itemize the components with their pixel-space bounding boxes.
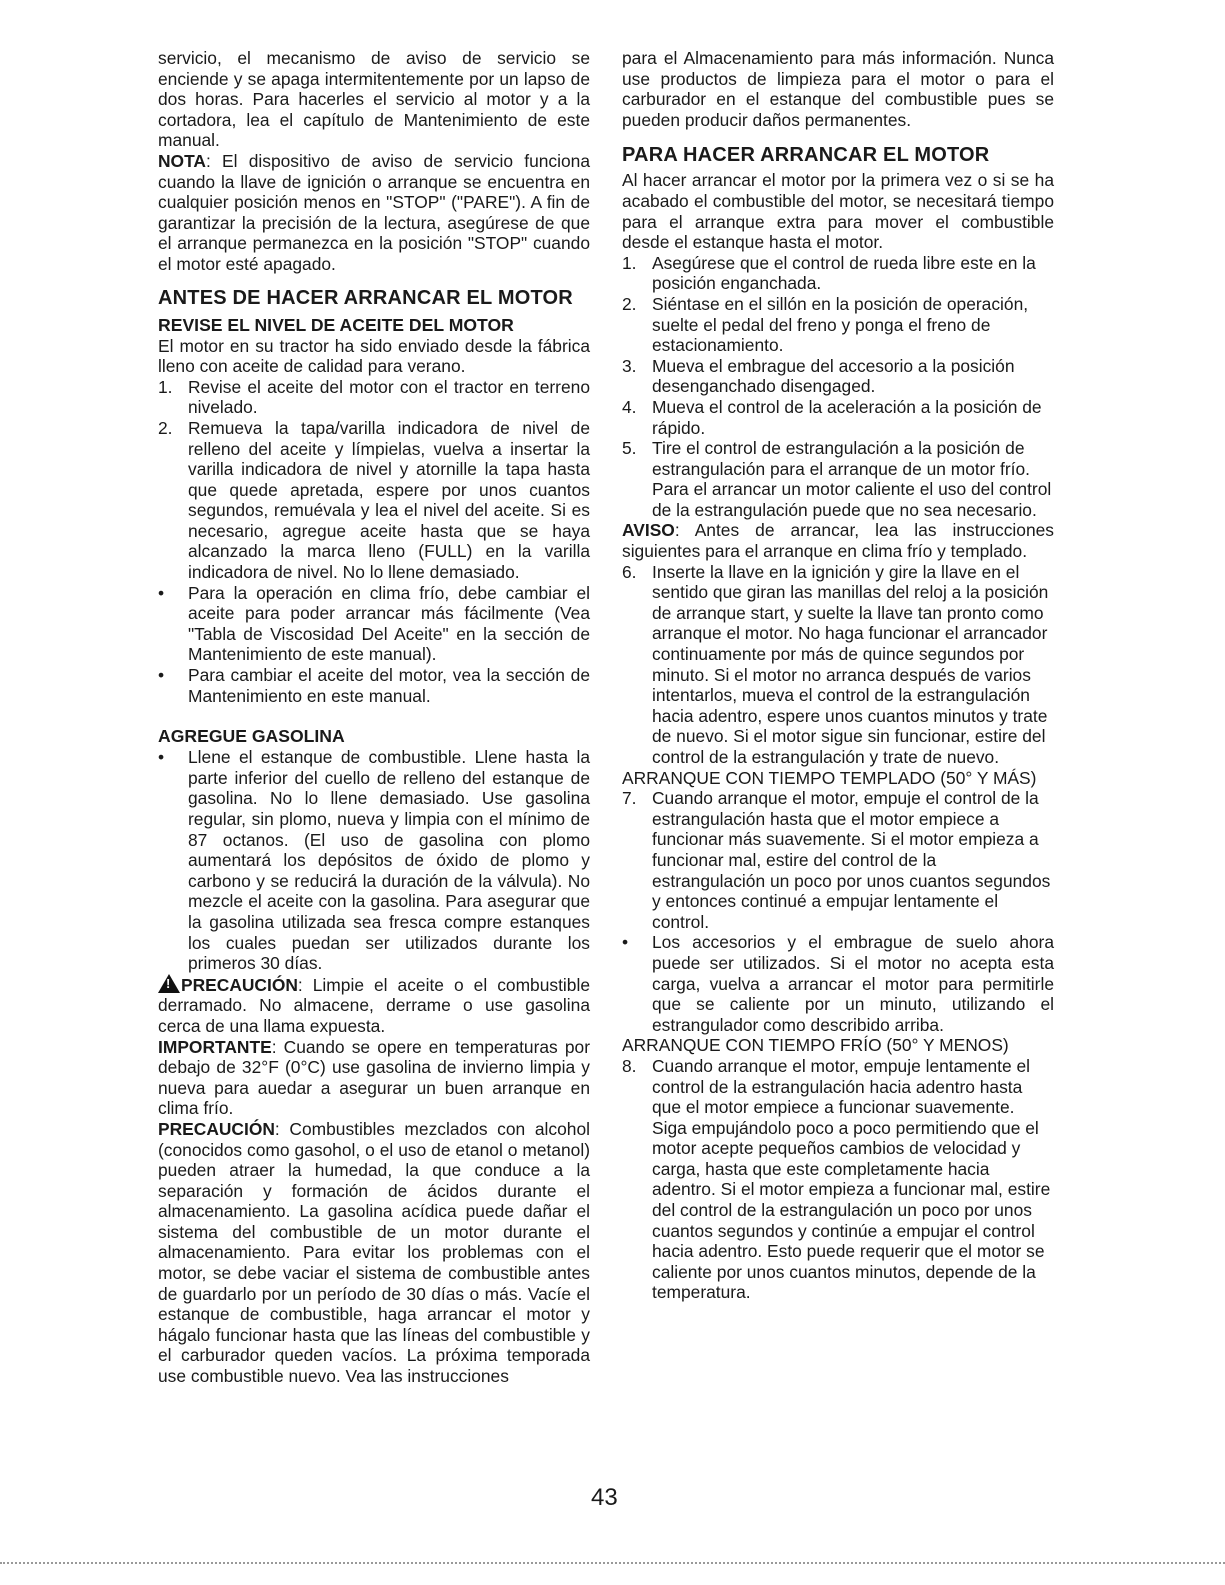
bottom-divider (0, 1562, 1225, 1564)
item-number: 6. (622, 561, 637, 582)
item-text: Cuando arranque el motor, empuje lentamente el control de la estrangulación hacia adentro hasta que el motor empiece a funcionar suavemente. Siga empujándolo poco a poco permitiendo que el motor acepte pequeños cambios de velocidad y carga, hasta que este completamente hacia adentro. Si el motor empieza a funcionar mal, estire del control de la estrangulación un poco por unos cuantos segundos y continúe a empujar el control hacia adentro. Esto puede requerir que el motor se caliente por unos cuantos minutos, depende de la temperatura. (652, 1055, 1051, 1303)
item-text: Revise el aceite del motor con el tractor en terreno nivelado. (188, 376, 590, 418)
item-number: 1. (158, 376, 173, 397)
item-number: 3. (622, 355, 637, 376)
list-item (158, 583, 590, 665)
caution-alcohol-paragraph (158, 1119, 590, 1387)
important-text: : Cuando se opere en temperaturas por debajo de 32°F (0°C) use gasolina de invierno limpia y nueva para auedar a asegurar un buen arranque en clima frío. (158, 1036, 590, 1119)
item-text: Los accesorios y el embrague de suelo ahora puede ser utilizados. Si el motor no acepta esta carga, vuelva a arrancar el motor para permitirle que se caliente por un minuto, utilizando el estrangulador como describido arriba. (652, 932, 1054, 1035)
nota-text: : El dispositivo de aviso de servicio funciona cuando la llave de ignición o arranque se encuentra en cualquier posición menos en "STOP" ("PARE"). A fin de garantizar la precisión de la lectura, asegúrese de que el arranque permanezca en la posición "STOP" cuando el motor esté apagado. (158, 150, 590, 274)
service-paragraph: servicio, el mecanismo de aviso de servicio se enciende y se apaga intermitentemente por un lapso de dos horas. Para hacerles el servicio al motor y a la cortadora, lea el capítulo de Mantenimiento de este manual. (158, 48, 590, 151)
list-item (158, 747, 590, 974)
notice-text: : Antes de arrancar, lea las instrucciones siguientes para el arranque en clima frío y templado. (622, 520, 1054, 562)
item-number: 1. (622, 252, 637, 273)
item-number: 2. (158, 417, 173, 438)
item-number: 4. (622, 396, 637, 417)
item-text: Llene el estanque de combustible. Llene hasta la parte inferior del cuello de relleno del estanque de gasolina. No lo llene demasiado. Use gasolina regular, sin plomo, nueva y limpia con el mínimo de 87 octanos. (El uso de gasolina con plomo aumentará los depósitos de óxido de plomo y carbono y se reducirá la duración de la válvula). No mezcle el aceite con la gasolina. Para asegurar que la gasolina utilizada sea fresca compre estanques los cuales puedan ser utilizados durante los primeros 30 días. (188, 747, 590, 974)
left-column (158, 48, 590, 1387)
list-item (622, 253, 1054, 294)
item-bullet: • (158, 747, 165, 768)
list-item (622, 397, 1054, 438)
list-item (622, 1056, 1054, 1303)
item-text: Para la operación en clima frío, debe cambiar el aceite para poder arrancar más fácilmente (Vea "Tabla de Viscosidad Del Aceite" en la sección de Mantenimiento de este manual). (188, 582, 590, 665)
list-item (622, 788, 1054, 932)
item-bullet: • (622, 932, 629, 953)
caution-label: PRECAUCIÓN (158, 1118, 275, 1139)
list-item (158, 665, 590, 706)
item-text: Asegúrese que el control de rueda libre este en la posición enganchada. (652, 252, 1036, 294)
list-item (622, 356, 1054, 397)
list-item (622, 438, 1054, 520)
list-item (158, 377, 590, 418)
caution-text: : Limpie el aceite o el combustible derramado. No almacene, derrame o use gasolina cerca de una llama expuesta. (158, 974, 590, 1036)
item-bullet: • (158, 582, 165, 603)
item-number: 7. (622, 788, 637, 809)
item-number: 8. (622, 1055, 637, 1076)
heading-check-oil: REVISE EL NIVEL DE ACEITE DEL MOTOR (158, 314, 514, 335)
item-text: Para cambiar el aceite del motor, vea la sección de Mantenimiento en este manual. (188, 665, 590, 706)
caution-text: : Combustibles mezclados con alcohol (conocidos como gasohol, o el uso de etanol o metanol) pueden atraer la humedad, la que conduce a la separación y formación de ácidos durante el almacenamiento. La gasolina acídica puede dañar el sistema del combustible de un motor durante el almacenamiento. Para evitar los problemas con el motor, se debe vaciar el sistema de combustible antes de guardarlo por un período de 30 días o más. Vacíe el estanque de combustible, haga arrancar el motor y hágalo funcionar hasta que las líneas del combustible y el carburador queden vacíos. La próxima temporada use combustible nuevo. Vea las instrucciones (158, 1118, 590, 1387)
page-number: 43 (591, 1484, 618, 1511)
item-text: Remueva la tapa/varilla indicadora de nivel de relleno del aceite y límpielas, vuelva a insertar la varilla indicadora de nivel y atornille la tapa hasta que quede apretada, espere por unos cuantos segundos, remuévala y lea el nivel del aceite. Si es necesario, agregue aceite hasta que se haya alcanzado la marca lleno (FULL) en la varilla indicadora de nivel. No lo llene demasiado. (188, 417, 590, 583)
storage-paragraph: para el Almacenamiento para más información. Nunca use productos de limpieza para el motor o para el carburador en el estanque del combustible pues se pueden producir daños permanentes. (622, 48, 1054, 130)
item-number: 2. (622, 293, 637, 314)
item-bullet: • (158, 665, 165, 686)
important-label: IMPORTANTE (158, 1036, 272, 1057)
heading-before-starting: ANTES DE HACER ARRANCAR EL MOTOR (158, 286, 573, 309)
item-text: Siéntase en el sillón en la posición de operación, suelte el pedal del freno y ponga el freno de estacionamiento. (652, 293, 1029, 356)
nota-label: NOTA (158, 150, 206, 171)
caution-label: PRECAUCIÓN (181, 974, 298, 995)
start-intro: Al hacer arrancar el motor por la primera vez o si se ha acabado el combustible del motor, se necesitará tiempo para el arranque extra para mover el combustible desde el estanque hasta el motor. (622, 170, 1054, 253)
important-paragraph (158, 1037, 590, 1119)
list-item (622, 562, 1054, 768)
item-number: 5. (622, 438, 637, 459)
heading-add-gasoline: AGREGUE GASOLINA (158, 726, 345, 747)
notice-label: AVISO (622, 520, 675, 541)
oil-intro: El motor en su tractor ha sido enviado desde la fábrica lleno con aceite de calidad para verano. (158, 335, 590, 377)
subheading-cold-start: ARRANQUE CON TIEMPO FRÍO (50° Y MENOS) (622, 1035, 1009, 1056)
nota-paragraph (158, 151, 590, 275)
list-item (622, 932, 1054, 1035)
item-text: Tire el control de estrangulación a la posición de estrangulación para el arranque de un motor frío. Para el arrancar un motor caliente el uso del control de la estrangulación puede que no sea necesario. (652, 438, 1052, 520)
caution-paragraph (158, 974, 590, 1037)
subheading-warm-start: ARRANQUE CON TIEMPO TEMPLADO (50° Y MÁS) (622, 767, 1037, 788)
warning-triangle-icon (158, 974, 180, 993)
notice-paragraph (622, 520, 1054, 561)
heading-start-engine: PARA HACER ARRANCAR EL MOTOR (622, 144, 990, 167)
list-item (158, 418, 590, 583)
list-item (622, 294, 1054, 356)
item-text: Mueva el control de la aceleración a la posición de rápido. (652, 396, 1042, 438)
item-text: Inserte la llave en la ignición y gire la llave en el sentido que giran las manillas del reloj a la posición de arranque start, y suelte la llave tan pronto como arranque el motor. No haga funcionar el arrancador continuamente por más de quince segundos por minuto. Si el motor no arranca después de varios intentarlos, mueva el control de la estrangulación hacia adentro, espere unos cuantos minutos y trate de nuevo. Si el motor sigue sin funcionar, estire del control de la estrangulación y trate de nuevo. (652, 561, 1049, 767)
item-text: Mueva el embrague del accesorio a la posición desenganchado disengaged. (652, 355, 1015, 397)
item-text: Cuando arranque el motor, empuje el control de la estrangulación hasta que el motor empiece a funcionar más suavemente. Si el motor empieza a funcionar mal, estire del control de la estrangulación un poco por unos cuantos segundos y entonces continué a empujar lentamente el control. (652, 788, 1051, 932)
right-column (622, 48, 1054, 1303)
